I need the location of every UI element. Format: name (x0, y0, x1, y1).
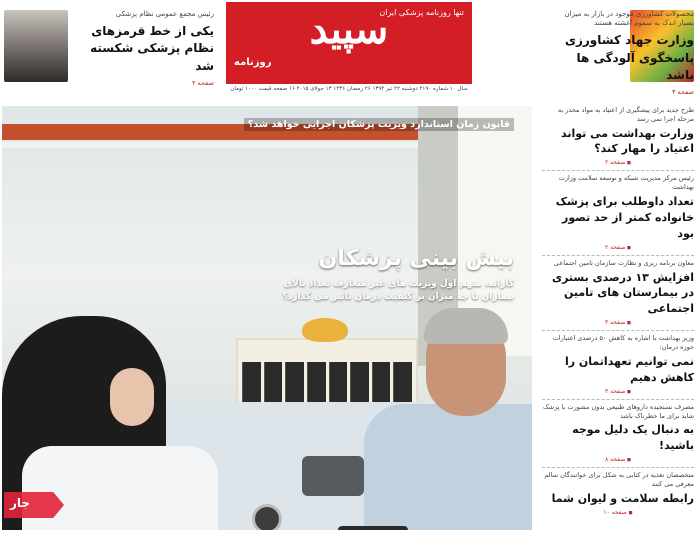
masthead-word: روزنامه (234, 57, 272, 68)
news-headline[interactable]: وزارت بهداشت می تواند اعتیاد را مهار کند؟ (560, 126, 694, 156)
news-headline[interactable]: به دنبال یک دلیل موجه باشید! (572, 423, 694, 453)
news-page-ref: ◼ صفحه ۱۰ (542, 509, 694, 516)
desk-phone (338, 526, 408, 530)
teaser-medical-text (74, 10, 214, 87)
news-kicker: طرح جدید برای پیشگیری از اعتیاد به مواد مخدر به مرحله اجرا نمی رسد (557, 106, 694, 123)
site-watermark (4, 492, 64, 518)
teaser-page-ref: صفحه ۴ (191, 79, 214, 88)
news-page-ref: ◼ صفحه ۳ (542, 319, 694, 326)
teaser-headline[interactable]: یکی از خط قرمزهای نظام پزشکی شکسته شد (90, 24, 214, 73)
news-item[interactable] (542, 106, 694, 171)
newspaper-logo: سپید (309, 6, 389, 53)
teaser-medical-council[interactable] (4, 6, 214, 86)
flower-vase (302, 318, 348, 342)
nurse-face (110, 368, 154, 426)
teaser-agriculture[interactable] (484, 6, 694, 97)
news-headline[interactable]: نمی توانیم تعهداتمان را کاهش دهیم (564, 354, 694, 384)
teaser-agriculture-text (554, 10, 694, 96)
patient-hair (424, 308, 508, 344)
portrait-photo (4, 10, 68, 82)
issue-info: سال ۱۰ شماره ۲۱۹۰ دوشنبه ۲۲ تیر ۱۳۹۴ ۲۶ رمضان ۱۴۳۶ ۱۳ جولای ۲۰۱۵ ۱۶ صفحه قیمت ۱۰۰۰ تومان (230, 86, 468, 92)
teaser-kicker: رئیس مجمع عمومی نظام پزشکی (115, 10, 214, 18)
masthead-logo (226, 2, 472, 84)
news-item[interactable] (542, 334, 694, 399)
news-item[interactable] (542, 471, 694, 519)
news-page-ref: ◼ صفحه ۸ (542, 456, 694, 463)
blood-pressure-cuff (302, 456, 364, 496)
news-headline[interactable]: افزایش ۱۳ درصدی بستری در بیمارستان های تامین اجتماعی (552, 270, 694, 316)
teaser-kicker: محصولات کشاورزی موجود در بازار به میزان بسیار اندک به سموم آغشته هستند (564, 10, 694, 28)
news-page-ref: ◼ صفحه ۲ (542, 244, 694, 251)
masthead-tagline: تنها روزنامه پزشکی ایران (379, 8, 464, 17)
main-story-title[interactable]: بیش بینی پزشکان (318, 246, 514, 271)
patient-shirt (364, 404, 532, 530)
watermark-text: جار (10, 496, 31, 510)
main-story-subtitle: کارانه، متهم اول ویزیت های غیر متعارف تعداد بالای بیماران تا چه میزان بر کیفیت درمان تاثیر می گذارد؟ (282, 279, 514, 303)
news-headline[interactable]: تعداد داوطلب برای پزشک خانواده کمتر از حد تصور بود (555, 194, 694, 240)
news-column (542, 106, 694, 530)
news-item[interactable] (542, 174, 694, 255)
news-kicker: وزیر بهداشت با اشاره به کاهش ۵۰ درصدی اعتبارات حوزه درمان: (552, 334, 694, 352)
news-page-ref: ◼ صفحه ۲ (542, 159, 694, 166)
news-headline[interactable]: رابطه سلامت و لیوان شما (551, 491, 694, 505)
main-story-kicker: قانون زمان استاندارد ویزیت پزشکان اجرایی خواهد شد؟ (244, 118, 514, 131)
teaser-page-ref: صفحه ۳ (671, 88, 694, 97)
news-kicker: معاون برنامه ریزی و نظارت سازمان تامین اجتماعی (553, 258, 694, 267)
news-kicker: مصرف نسنجیده داروهای طبیعی بدون مشورت با پزشک شاید برای ما خطرناک باشد (542, 402, 694, 420)
main-story-photo[interactable] (2, 106, 532, 530)
news-item[interactable] (542, 259, 694, 332)
news-page-ref: ◼ صفحه ۳ (542, 388, 694, 395)
front-page-banner (0, 0, 700, 97)
news-kicker: رئیس مرکز مدیریت شبکه و توسعه سلامت وزارت بهداشت (558, 174, 694, 192)
teaser-headline[interactable]: وزارت جهاد کشاورزی پاسخگوی آلودگی ها باشد (564, 33, 694, 82)
pressure-gauge-icon (252, 504, 282, 530)
news-kicker: متخصصان تغذیه در کتابی به شکل برای خوانندگان سالم معرفی می کنند (544, 471, 694, 488)
news-item[interactable] (542, 403, 694, 468)
